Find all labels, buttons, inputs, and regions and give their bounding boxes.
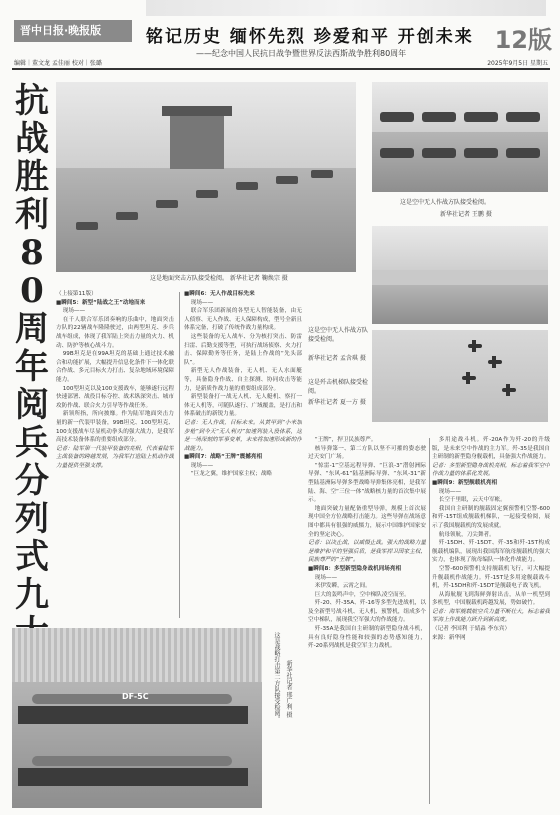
paragraph: 多用途战斗机。歼-20A作为歼-20的升级版，是未来空中作战的主力军。歼-35是我国自主研制的新型隐身舰载机，具备强大作战能力。 (432, 437, 550, 461)
reporter-note: 记者：以决止战，以威慑止战。强大的战略力量是维护和平的坚强后盾，是我军捍卫国家主权、民族尊严的“王牌”。 (308, 540, 426, 564)
newspaper-logo: 晋中日报·晚报版 (14, 20, 132, 42)
page-subtitle: ——纪念中国人民抗日战争暨世界反法西斯战争胜利80周年 (196, 49, 407, 58)
page-number: 12版 (494, 26, 552, 54)
page-slogan: 铭记历史 缅怀先烈 珍爱和平 开创未来 (146, 27, 474, 47)
missile-photo (12, 628, 262, 808)
paragraph: “巨龙之翼，维护国家主权；战略 (190, 471, 272, 478)
photo-ground (372, 132, 548, 193)
article-column-1 (56, 290, 174, 620)
paragraph: 新领所指，所向披靡。作为陆军地面突击力量的新一代装甲装备，99B坦克、100型坦克、100支援战车尽显机动拳头的强大战力，是我军高技术装备体系的重要组成部分。 (56, 411, 174, 444)
drone (464, 112, 498, 122)
airshow-photo-credit: 新华社记者 夏一方 摄 (308, 399, 366, 406)
paragraph: 现场—— (62, 308, 86, 315)
paragraph: 联合军乐团新展的各型无人智能装备，由无人侦察、无人作战、无人保障构成，型号全新且体系完备，打破了传统作战力量构成。 (184, 308, 302, 332)
paragraph: 核导弹第一、第二方队以坚不可摧的姿态驶过天安门广场。 (308, 445, 426, 461)
unmanned-photo-caption: 这是空中无人作战方队接受检阅。 (308, 327, 369, 343)
column-2-body (184, 290, 302, 479)
main-photo-caption: 这是地面突击方队接受检阅。 新华社记者 鞠焕宗 摄 (150, 275, 288, 282)
drone-photo-credit: 新华社记者 王鹏 摄 (440, 211, 492, 218)
drone (506, 148, 540, 158)
reporter-note: 记者：无人作战，目标未来。从黄甲到“小米加步枪”到今天“无人利刃”加速列装入役体系，这是一场深刻的军事变革，未来将加速形成新的作战能力。 (184, 419, 302, 452)
tank (156, 200, 178, 208)
column-divider (179, 292, 180, 618)
fighter-jet (502, 388, 516, 392)
paragraph: 我国自主研制的舰载固定翼预警机空警-600和歼-15T组成舰载机梯队，一起接受检阅，展示了我国舰载机的发展成就。 (432, 505, 550, 529)
missile-launcher-truck (18, 706, 248, 724)
main-parade-photo (56, 82, 356, 272)
paragraph: 歼-15DH、歼-15DT、歼-35和歼-15T构成舰载机编队，展现出我国海军航母舰载机的强大实力，也体现了航母编队一体化作战能力。 (432, 540, 550, 564)
paragraph: 100型坦克以及100支援战车，能够遂行远程快速部署、战役目标夺控、战术纵深突击、城市攻防作战、联合火力引导等作战任务。 (56, 385, 174, 409)
column-3-body (308, 436, 426, 651)
article-column-2 (184, 290, 302, 620)
photo-sky (372, 82, 548, 132)
section-heading: ■瞬间9：新型舰载机亮相 (432, 479, 498, 486)
drone-photo-caption: 这是空中无人作战方队接受检阅。 (400, 199, 491, 206)
paragraph: “惊雷-1”空基远程导弹、“巨浪-3”潜射洲际导弹、“东风-61”陆基洲际导弹、“东风-31”新型陆基洲际导弹多型战略导弹集体亮相，是我军陆、海、空“三位一体”战略核力量的首次集中展示。 (308, 462, 426, 504)
drone (464, 148, 498, 158)
reporter-note: 记者：海军舰载航空兵力量不断壮大，标志着我军海上作战能力跃升到新高度。 (432, 608, 550, 624)
paragraph: 地面突破力量配备重型导弹，规模上首次展现中国全方位战略打击能力。这些导弹在战场意图中都具有很强的威慑力，展示中国维护国家安全的坚定决心。 (308, 505, 426, 538)
paragraph: 从海航舰飞到海鲜弹射出击，从单一机型到多机型，中国舰载机跨越发展，势如破竹。 (432, 591, 550, 607)
photo-sky (372, 226, 548, 270)
header-rule (12, 68, 550, 70)
column-divider (429, 438, 430, 804)
tank (276, 176, 298, 184)
article-column-3 (308, 436, 426, 806)
paragraph: 巨大的轰鸣声中，空中梯队凌空而至。 (314, 591, 410, 598)
column-1-body (56, 290, 174, 470)
source-note: 来源：新华网 (432, 634, 466, 641)
tank (236, 182, 258, 190)
missile-photo-caption: 这是战略打击第二方队接受检阅。 (273, 632, 280, 722)
drone (380, 148, 414, 158)
paragraph: 这些装备的无人战车、分为核打突击、防雷扫雷、后勤支援等型，可执行战场侦察、火力打击、保障勤务等任务，是陆上作战的“先头部队”。 (184, 333, 302, 366)
section-heading: ■瞬间7：战略“王牌”震撼亮相 (184, 454, 263, 461)
drone (380, 112, 414, 122)
photo-ground (56, 168, 356, 273)
paragraph: 米伊发瞬，云霄之间。 (314, 583, 371, 590)
paragraph: 新型装备打一战无人机、无人艇机、察打一体无人机等，可随队遂行、广域覆盖，是打击和体系破击的新锐力量。 (184, 394, 302, 418)
paragraph: 歼-35A是我国自主研制的新型隐身战斗机，具有良好隐身性能和较强的态势感知能力，歼-20系列战机是我空军主力战机。 (308, 626, 426, 650)
issue-date: 2025年9月5日 星期五 (487, 60, 548, 67)
page-headline: 抗战胜利80周年阅兵分列式九 (15, 81, 49, 615)
tank (311, 170, 333, 178)
fighter-jet (468, 344, 482, 348)
paragraph: 歼-20、歼-35A、歼-16等多型先进战机，以及全新型号战斗机、无人机、预警机，组成多个空中梯队，展现我空军强大的作战能力。 (308, 600, 426, 624)
missile-launcher-truck (18, 768, 248, 786)
section-heading: ■瞬间5：新型“陆战之王”动地而来 (56, 299, 146, 306)
paragraph: 现场—— (190, 299, 214, 306)
drone (422, 112, 456, 122)
paragraph: 在千人联合军乐团奏响的乐曲中，地面突击方队的22辆战车隆隆驶过，由两型坦克、步兵战车组成，体现了我军陆上突击力量的火力、机动、防护等核心战斗力。 (56, 316, 174, 349)
source-note: （记者 李国利 于婧淼 李东宾） (432, 626, 511, 633)
fighter-jet (488, 360, 502, 364)
paragraph: 99B坦克是在99A坦克的基础上通过技术融合和功能扩展，大幅提升信息化条件下一体化联合作战、多元目标火力打击、复杂地域环境保障能力。 (56, 351, 174, 383)
airshow-photo (372, 330, 548, 422)
reporter-note: 记者：多型新型隐身战机亮相，标志着我军空中作战力量的体系化发展。 (432, 462, 550, 478)
drone (506, 112, 540, 122)
tank (196, 190, 218, 198)
tank (76, 222, 98, 230)
tiananmen-gate (170, 116, 224, 169)
missile (32, 756, 232, 766)
drone (422, 148, 456, 158)
masthead (0, 0, 560, 76)
header-banner (146, 0, 546, 16)
paragraph: 现场—— (438, 488, 462, 495)
paragraph: 现场—— (314, 574, 338, 581)
paragraph: 空警-600预警机支持舰载机飞行，可大幅提升舰载机作战能力。歼-15T是多用途舰载战斗机，歼-15DH和歼-15DT是舰载电子战飞机。 (432, 565, 550, 590)
airshow-photo-caption: 这是歼击机梯队接受检阅。 (308, 379, 369, 395)
article-column-4 (432, 436, 550, 806)
paragraph: 航母领航，刀尖舞者。 (438, 531, 495, 538)
tank (116, 212, 138, 220)
column-4-body (432, 436, 550, 642)
fighter-jet (462, 376, 476, 380)
drone-photo (372, 82, 548, 192)
paragraph: 新型无人作战装备，无人机、无人水面艇等，具备隐身作战、自主探测、协同攻击等能力，是新质作战力量的重要组成部分。 (184, 368, 302, 392)
reporter-note: 记者：陆军第一代装甲装备的亮相，代表着陆军主战装备的跨越发展，为我军打造陆上机动作战力量提供坚强支撑。 (56, 445, 174, 469)
section-heading: ■瞬间6：无人作战目标先来 (184, 291, 255, 297)
paragraph: 长空千里眼，云天中军帐。 (438, 497, 506, 504)
missile-label: DF-5C (122, 692, 149, 701)
crowd-stands (12, 628, 262, 682)
missile-photo-credit: 新华社记者 邢广利 摄 (285, 660, 292, 718)
photo-ground (372, 285, 548, 324)
unmanned-photo-credit: 新华社记者 孟含琪 摄 (308, 355, 366, 362)
paragraph: 现场—— (190, 462, 214, 469)
section-heading: ■瞬间8：多型新型隐身战机同场亮相 (308, 565, 402, 572)
editor-credits: 编辑｜董文龙 孟佳丽 校对｜张璐 (14, 60, 102, 67)
paragraph: “王牌”，捍卫民族尊严。 (314, 437, 377, 443)
unmanned-photo (372, 226, 548, 324)
source-note: （上接第11版） (56, 291, 97, 297)
